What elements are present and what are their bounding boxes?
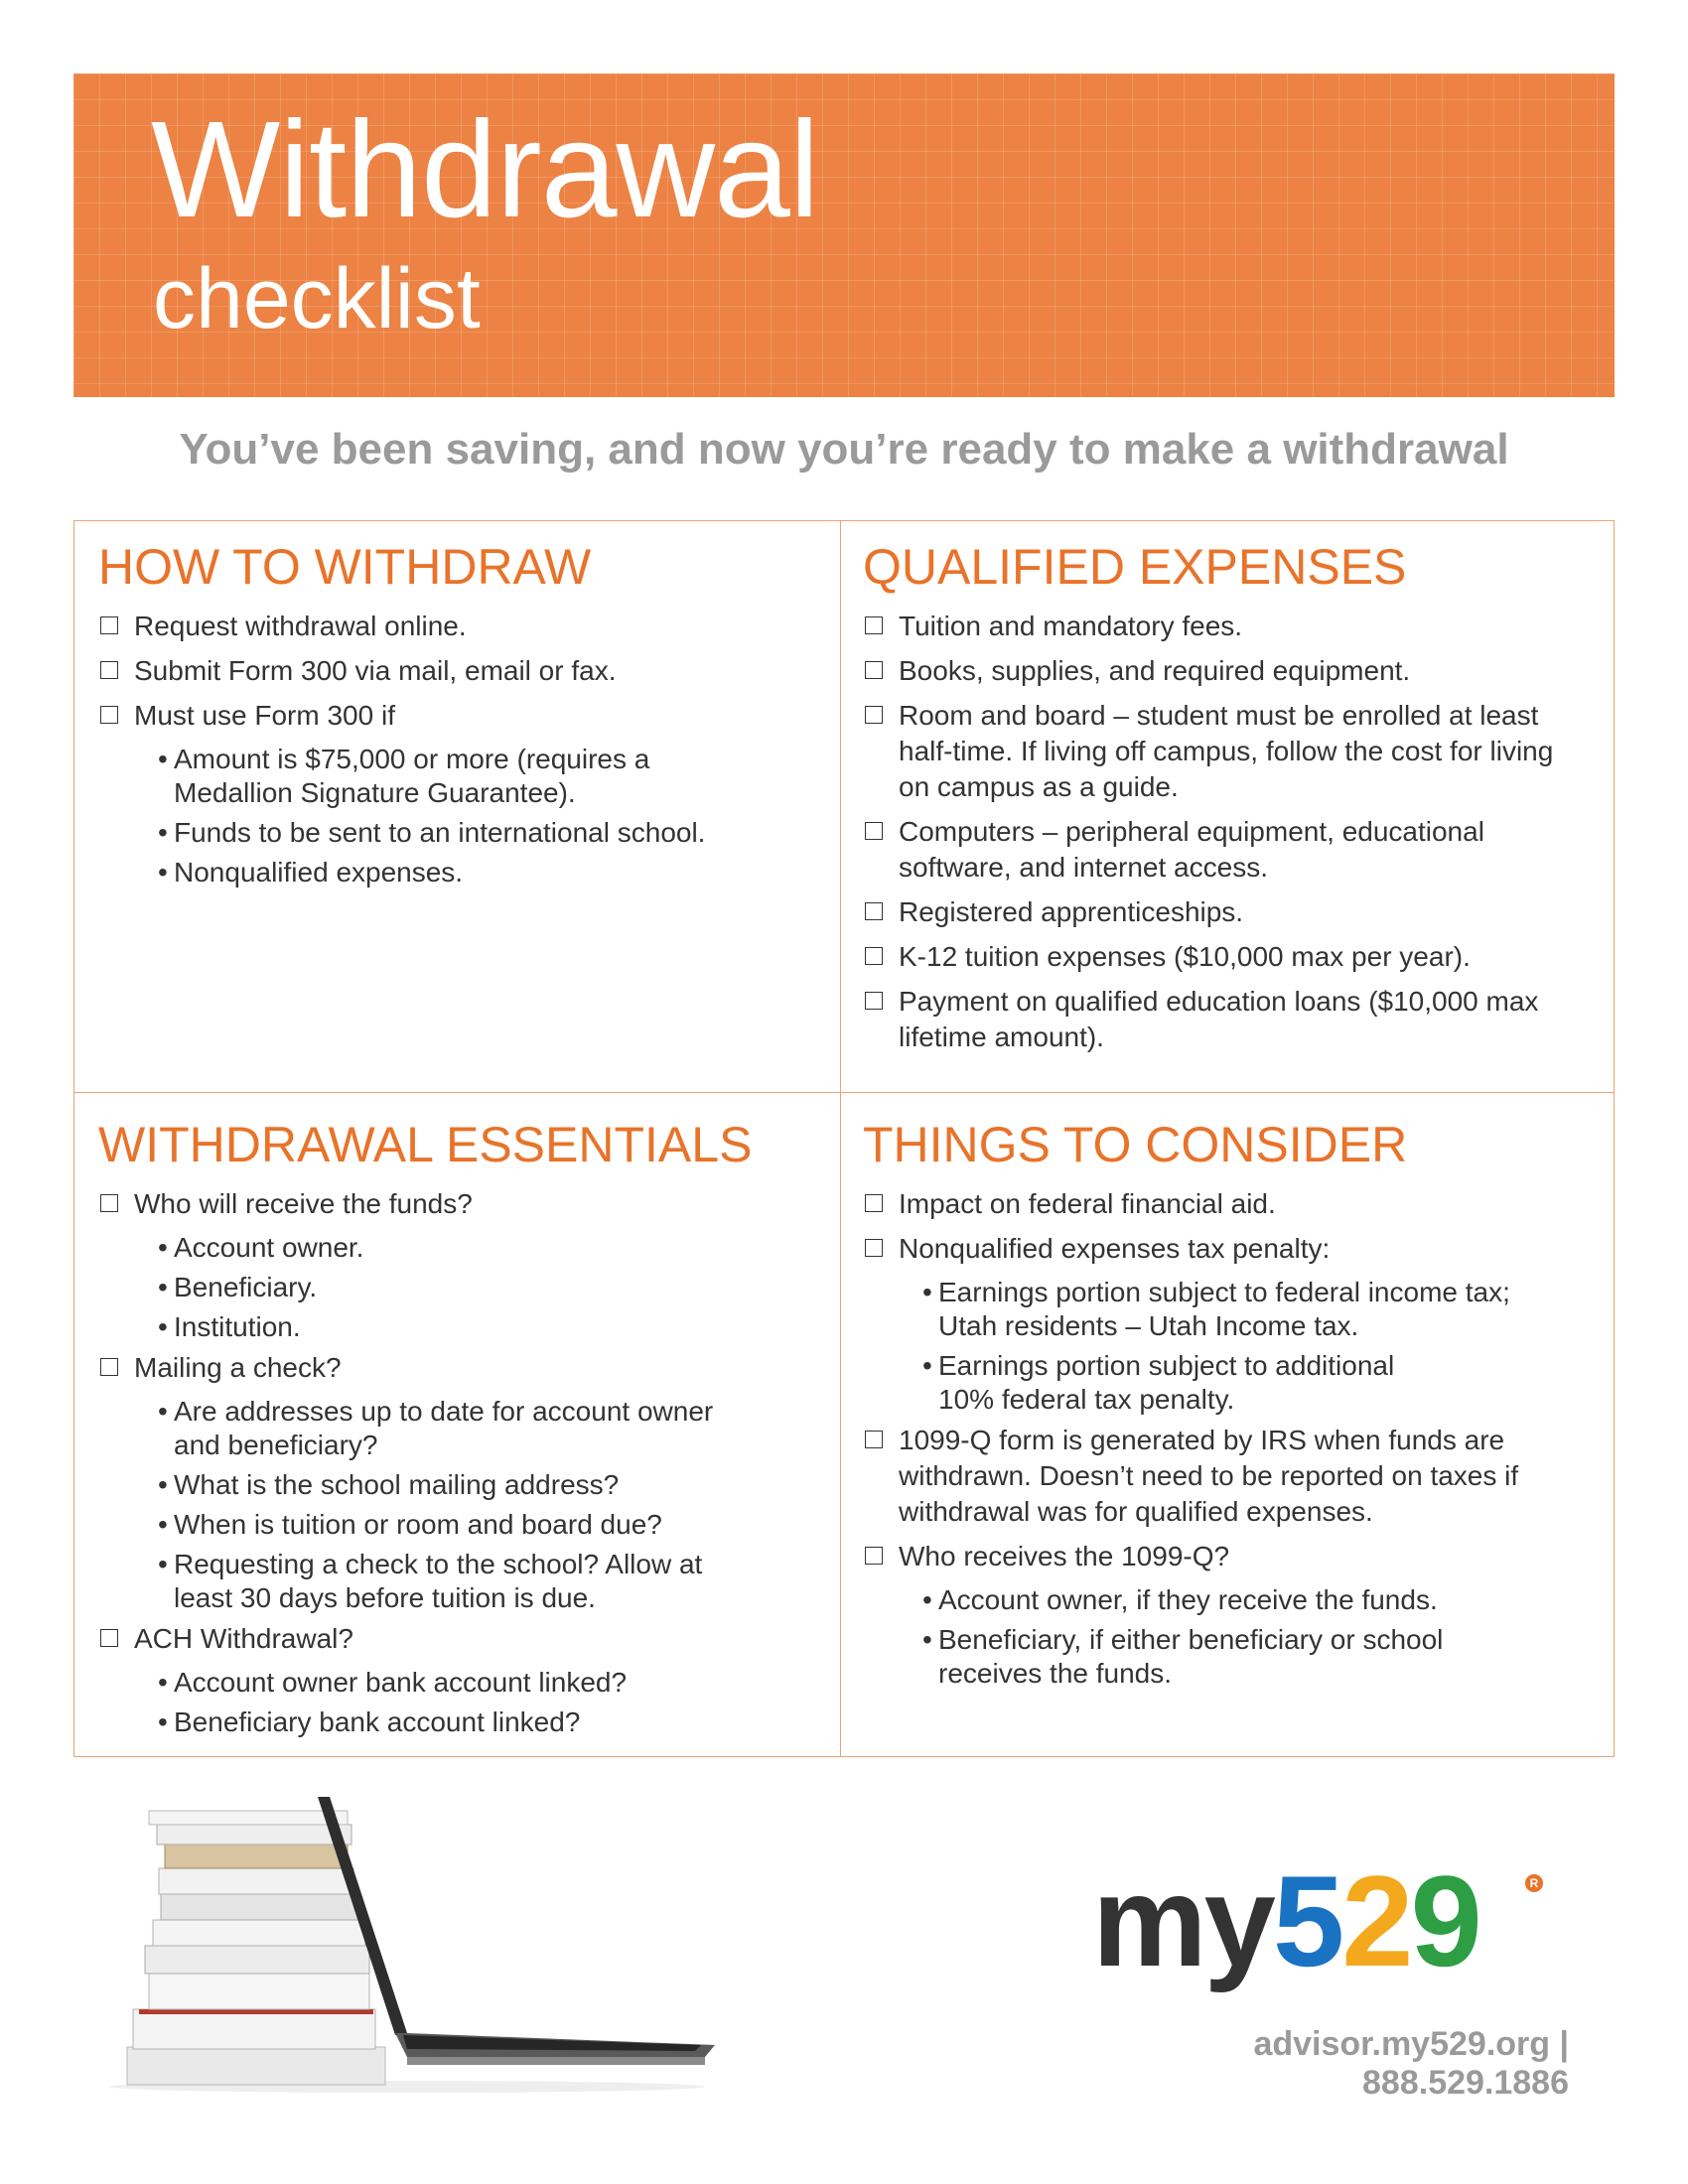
checklist-item — [98, 1186, 813, 1222]
sub-item-text: Account owner, if they receive the funds. — [938, 1583, 1438, 1615]
checkbox-icon[interactable] — [865, 947, 883, 965]
bullet-icon: • — [922, 1276, 932, 1307]
sub-item — [98, 1468, 813, 1502]
checklist-item — [98, 609, 813, 644]
item-text: Registered apprenticeships. — [899, 895, 1244, 927]
checklist-grid — [73, 520, 1615, 1757]
sub-item — [98, 816, 813, 850]
sub-item — [98, 1231, 813, 1265]
checkbox-icon[interactable] — [100, 1194, 118, 1212]
checkbox-icon[interactable] — [865, 1547, 883, 1565]
bullet-icon: • — [922, 1623, 932, 1655]
sub-item — [863, 1583, 1558, 1617]
grid-divider-vertical — [840, 521, 841, 1756]
checkbox-icon[interactable] — [865, 992, 883, 1010]
bullet-icon: • — [158, 1310, 168, 1342]
item-text: K-12 tuition expenses ($10,000 max per year). — [899, 940, 1471, 972]
sub-item-text: Beneficiary bank account linked? — [174, 1706, 581, 1737]
checkbox-icon[interactable] — [865, 1239, 883, 1257]
item-text: Books, supplies, and required equipment. — [899, 654, 1411, 686]
sub-item-text: When is tuition or room and board due? — [174, 1508, 662, 1540]
sub-item-text: Beneficiary, if either beneficiary or school receives the funds. — [938, 1623, 1444, 1689]
my529-logo — [1092, 1848, 1479, 1993]
bullet-icon: • — [158, 1508, 168, 1540]
sub-item — [98, 856, 813, 889]
bullet-icon: • — [158, 1395, 168, 1427]
item-text: Who will receive the funds? — [134, 1187, 473, 1219]
laptop-icon — [318, 1797, 715, 2065]
checklist-item — [863, 698, 1574, 805]
sub-item — [98, 1666, 813, 1700]
sub-item-text: Account owner bank account linked? — [174, 1666, 628, 1698]
panel-withdrawal-essentials — [98, 1117, 813, 1745]
checkbox-icon[interactable] — [100, 1629, 118, 1647]
checkbox-icon[interactable] — [865, 1194, 883, 1212]
sub-item-text: Requesting a check to the school? Allow at least 30 days before tuition is due. — [174, 1548, 703, 1613]
sub-item — [98, 1548, 730, 1615]
logo-digit-5: 5 — [1272, 1848, 1342, 1993]
bullet-icon: • — [158, 1666, 168, 1698]
section-heading: QUALIFIED EXPENSES — [863, 539, 1407, 595]
logo-my: my — [1092, 1848, 1273, 1993]
panel-how-to-withdraw — [98, 539, 813, 895]
bullet-icon: • — [922, 1349, 932, 1381]
logo-digit-2: 2 — [1341, 1848, 1411, 1993]
item-text: ACH Withdrawal? — [134, 1622, 353, 1654]
sub-item-text: Beneficiary. — [174, 1271, 318, 1302]
panel-things-to-consider — [863, 1117, 1558, 1697]
checkbox-icon[interactable] — [100, 616, 118, 634]
bullet-icon: • — [158, 816, 168, 848]
checklist-item — [863, 653, 1578, 689]
checklist-item — [98, 1621, 813, 1657]
item-text: Mailing a check? — [134, 1351, 342, 1383]
bullet-icon: • — [158, 1231, 168, 1263]
sub-item-text: Nonqualified expenses. — [174, 856, 464, 887]
sub-item — [863, 1276, 1514, 1343]
registered-icon: R — [1525, 1874, 1543, 1892]
checklist-item — [863, 894, 1578, 930]
checklist-item — [863, 814, 1574, 886]
checklist-item — [863, 609, 1578, 644]
sub-item — [98, 1706, 813, 1739]
item-text: Impact on federal financial aid. — [899, 1187, 1276, 1219]
checklist-item — [863, 1539, 1558, 1574]
bullet-icon: • — [158, 856, 168, 887]
item-text: Room and board – student must be enrolled at least half-time. If living off campus, follow the cost for living on campus as a guide. — [899, 699, 1554, 802]
sub-item — [98, 743, 730, 810]
sub-item-text: Amount is $75,000 or more (requires a Medallion Signature Guarantee). — [174, 743, 650, 808]
item-text: Payment on qualified education loans ($10,000 max lifetime amount). — [899, 985, 1539, 1052]
sub-item-text: Earnings portion subject to additional 10% federal tax penalty. — [938, 1349, 1395, 1415]
sub-item — [98, 1310, 813, 1344]
checkbox-icon[interactable] — [865, 616, 883, 634]
checkbox-icon[interactable] — [865, 661, 883, 679]
checklist-item — [98, 653, 813, 689]
sub-item-text: What is the school mailing address? — [174, 1468, 620, 1500]
item-text: Computers – peripheral equipment, educational software, and internet access. — [899, 815, 1484, 883]
sub-item-text: Institution. — [174, 1310, 301, 1342]
checkbox-icon[interactable] — [865, 1431, 883, 1448]
item-text: Must use Form 300 if — [134, 699, 395, 731]
item-text: 1099-Q form is generated by IRS when funds are withdrawn. Doesn’t need to be reported on taxes if withdrawal was for qualified expenses. — [899, 1424, 1519, 1527]
checklist-item — [863, 1423, 1534, 1530]
item-text: Request withdrawal online. — [134, 610, 467, 641]
tagline: You’ve been saving, and now you’re ready to make a withdrawal — [179, 425, 1509, 474]
item-text: Who receives the 1099-Q? — [899, 1540, 1230, 1571]
sub-item-text: Account owner. — [174, 1231, 364, 1263]
page-title: Withdrawal — [151, 93, 819, 246]
checklist-item — [863, 939, 1578, 975]
sub-item — [863, 1623, 1514, 1691]
checklist-item — [863, 1231, 1558, 1267]
checklist-item — [863, 984, 1574, 1055]
checkbox-icon[interactable] — [100, 1358, 118, 1376]
bullet-icon: • — [922, 1583, 932, 1615]
page-subtitle: checklist — [153, 251, 481, 346]
sub-item — [98, 1508, 813, 1542]
header-banner — [73, 73, 1615, 397]
item-text: Tuition and mandatory fees. — [899, 610, 1243, 641]
checkbox-icon[interactable] — [100, 706, 118, 724]
bullet-icon: • — [158, 1468, 168, 1500]
checkbox-icon[interactable] — [100, 661, 118, 679]
sub-item — [98, 1395, 730, 1462]
section-heading: THINGS TO CONSIDER — [863, 1117, 1408, 1172]
panel-qualified-expenses — [863, 539, 1578, 1064]
bullet-icon: • — [158, 743, 168, 774]
bullet-icon: • — [158, 1548, 168, 1579]
checklist-item — [863, 1186, 1558, 1222]
sub-item-text: Earnings portion subject to federal income tax; Utah residents – Utah Income tax. — [938, 1276, 1510, 1341]
sub-item-text: Are addresses up to date for account owner and beneficiary? — [174, 1395, 714, 1460]
sub-item — [863, 1349, 1455, 1417]
grid-divider-horizontal — [74, 1092, 1614, 1093]
item-text: Nonqualified expenses tax penalty: — [899, 1232, 1331, 1264]
section-heading: WITHDRAWAL ESSENTIALS — [98, 1117, 753, 1172]
bullet-icon: • — [158, 1271, 168, 1302]
checkbox-icon[interactable] — [865, 902, 883, 920]
checklist-item — [98, 1350, 813, 1386]
item-text: Submit Form 300 via mail, email or fax. — [134, 654, 617, 686]
checkbox-icon[interactable] — [865, 822, 883, 840]
sub-item-text: Funds to be sent to an international school. — [174, 816, 706, 848]
checklist-item — [98, 698, 813, 734]
section-heading: HOW TO WITHDRAW — [98, 539, 592, 595]
logo-digit-9: 9 — [1410, 1848, 1479, 1993]
books-laptop-illustration — [109, 1797, 745, 2095]
sub-item — [98, 1271, 813, 1304]
bullet-icon: • — [158, 1706, 168, 1737]
checkbox-icon[interactable] — [865, 706, 883, 724]
contact-info[interactable]: advisor.my529.org | 888.529.1886 — [1253, 2025, 1569, 2102]
